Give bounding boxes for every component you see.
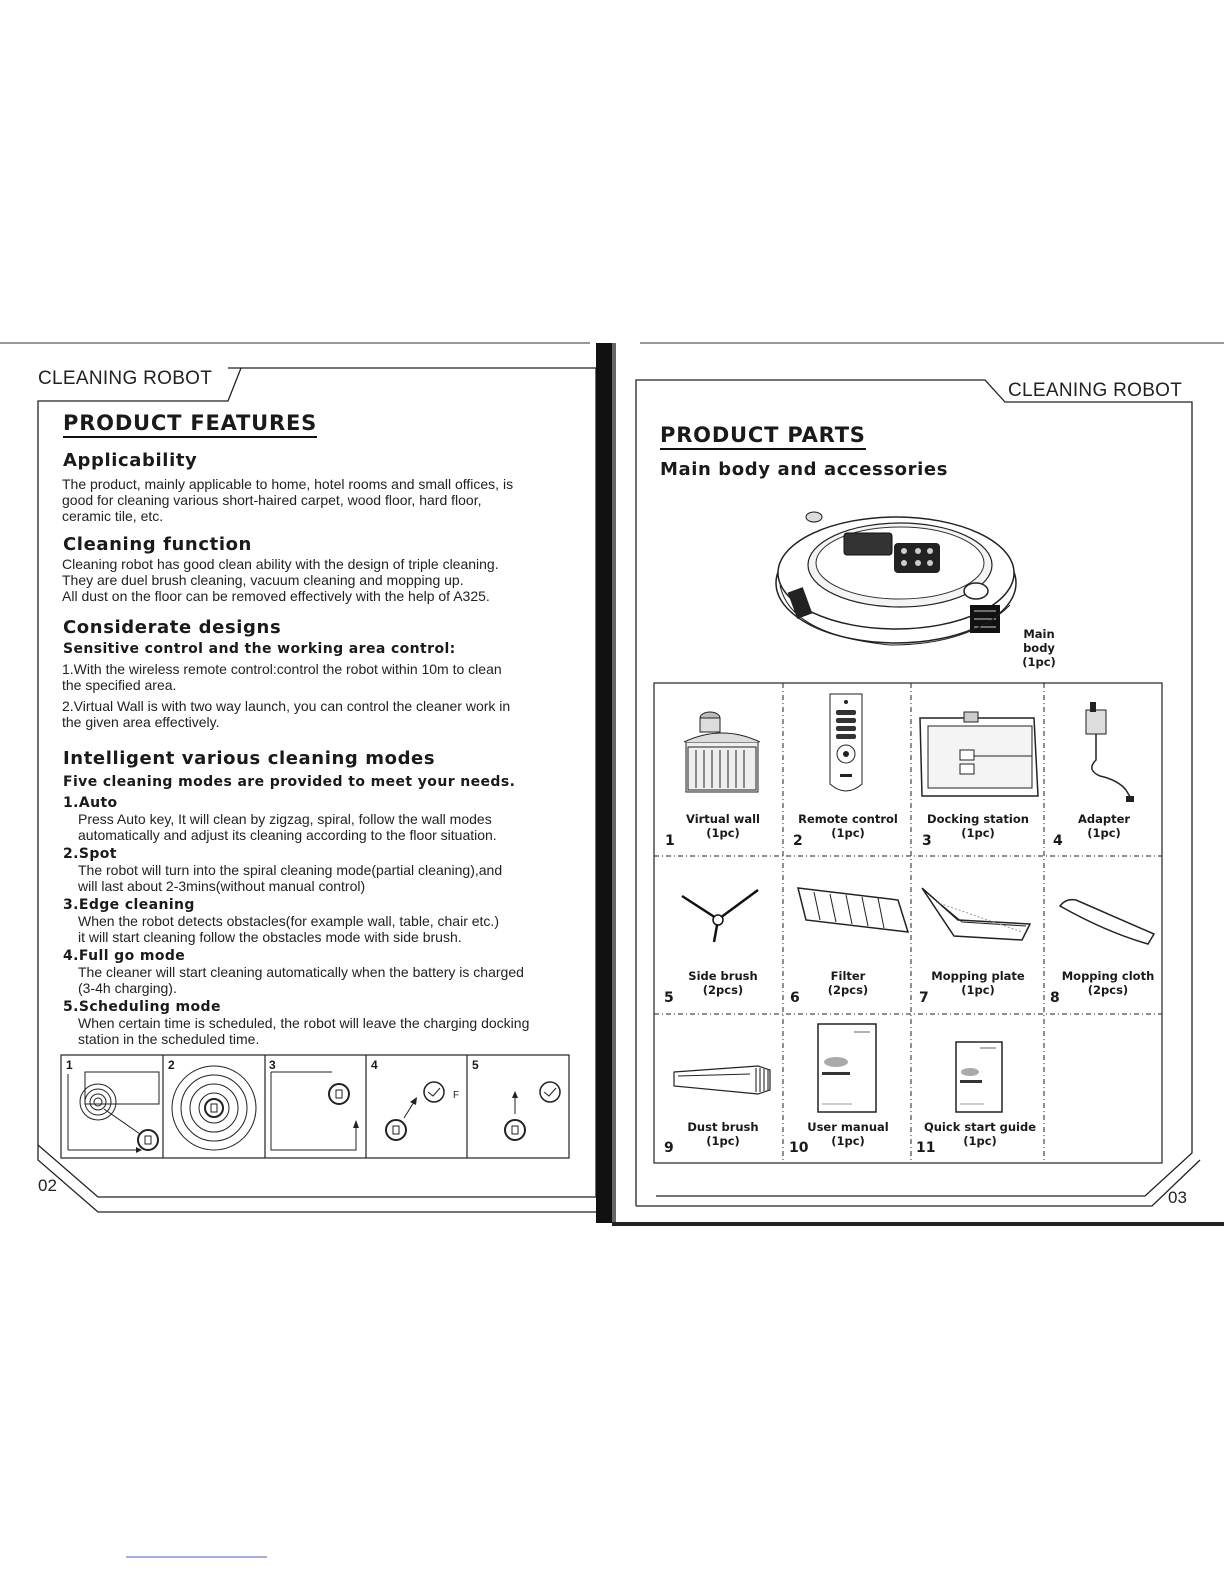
mode-item-spot: 2.Spot The robot will turn into the spiral cleaning mode(partial cleaning),and will last about 2-3mins(without manual control) [63,846,503,894]
applicability-heading: Applicability [63,450,198,471]
part-label-filter: Filter (2pcs) [827,969,869,997]
quick-start-guide-icon [952,1038,1006,1114]
mode-item-full-go: 4.Full go mode The cleaner will start cleaning automatically when the battery is charged (3-4h charging). [63,948,524,996]
mopping-cloth-icon [1056,896,1158,948]
scheduling-mode-diagram-icon [505,1082,560,1140]
part-number-1: 1 [665,833,675,849]
left-page-number: 02 [38,1176,57,1195]
part-label-virtual-wall: Virtual wall (1pc) [686,812,760,840]
part-number-10: 10 [789,1140,809,1156]
considerate-item-2: 2.Virtual Wall is with two way launch, you can control the cleaner work in the given area effectively. [62,698,511,730]
part-label-docking-station: Docking station (1pc) [927,812,1029,840]
user-manual-icon [814,1020,880,1116]
docking-station-icon [914,708,1044,804]
part-label-user-manual: User manual (1pc) [807,1120,889,1148]
part-number-3: 3 [922,833,932,849]
part-number-7: 7 [919,990,929,1006]
full-go-mode-diagram-icon [386,1082,444,1140]
considerate-designs-heading: Considerate designs [63,617,282,638]
part-number-2: 2 [793,833,803,849]
mode-item-edge-cleaning: 3.Edge cleaning When the robot detects obstacles(for example wall, table, chair etc.) it will start cleaning follow the obstacles mode with side brush. [63,897,499,945]
remote-control-icon [822,690,870,800]
virtual-wall-icon [676,702,772,802]
cleaning-function-heading: Cleaning function [63,534,252,555]
right-page-number: 03 [1168,1188,1187,1207]
diagram-number-1: 1 [66,1058,73,1072]
robot-main-body-icon [770,505,1022,655]
diagram-number-5: 5 [472,1058,479,1072]
mode-item-auto: 1.Auto Press Auto key, It will clean by zigzag, spiral, follow the wall modes automatically and adjust its cleaning according to the floor situation. [63,795,497,843]
part-label-quick-start-guide: Quick start guide (1pc) [923,1120,1037,1148]
part-number-9: 9 [664,1140,674,1156]
adapter-icon [1078,700,1138,806]
applicability-text: The product, mainly applicable to home, hotel rooms and small offices, is good for cleaning various short-haired carpet, wood floor, hard floor, ceramic tile, etc. [62,476,514,524]
product-features-title: PRODUCT FEATURES [63,411,317,438]
filter-icon [794,880,914,938]
mopping-plate-icon [918,884,1038,946]
full-go-f-label: F [453,1090,460,1101]
part-label-side-brush: Side brush (2pcs) [688,969,758,997]
intelligent-modes-heading: Intelligent various cleaning modes [63,748,436,769]
mode-list [63,795,583,1047]
part-number-6: 6 [790,990,800,1006]
diagram-number-2: 2 [168,1058,175,1072]
product-parts-title: PRODUCT PARTS [660,423,866,450]
part-label-dust-brush: Dust brush (1pc) [687,1120,759,1148]
diagram-number-3: 3 [269,1058,276,1072]
main-body-label: Main body (1pc) [1022,627,1056,669]
cleaning-function-text: Cleaning robot has good clean ability with the design of triple cleaning. They are duel brush cleaning, vacuum cleaning and mopping up. All dust on the floor can be removed effectively with the help of A325. [62,556,499,604]
dust-brush-icon [670,1060,782,1100]
part-number-8: 8 [1050,990,1060,1006]
part-number-11: 11 [916,1140,936,1156]
mode-item-scheduling: 5.Scheduling mode When certain time is scheduled, the robot will leave the charging docking station in the scheduled time. [63,999,530,1047]
part-number-4: 4 [1053,833,1063,849]
five-modes-subheading: Five cleaning modes are provided to meet your needs. [63,774,516,790]
spot-mode-diagram-icon [172,1066,256,1150]
right-page-header: CLEANING ROBOT [1008,380,1183,401]
sensitive-control-subheading: Sensitive control and the working area control: [63,641,456,657]
diagram-number-4: 4 [371,1058,378,1072]
considerate-item-1: 1.With the wireless remote control:control the robot within 10m to clean the specified area. [62,661,502,693]
auto-mode-diagram-icon [68,1072,159,1153]
side-brush-icon [678,886,762,946]
part-label-adapter: Adapter (1pc) [1077,812,1131,840]
part-label-mopping-cloth: Mopping cloth (2pcs) [1061,969,1155,997]
main-body-subtitle: Main body and accessories [660,459,949,480]
left-page-header: CLEANING ROBOT [38,368,213,389]
part-label-mopping-plate: Mopping plate (1pc) [931,969,1025,997]
part-label-remote-control: Remote control (1pc) [798,812,898,840]
mode-diagrams [60,1054,572,1160]
part-number-5: 5 [664,990,674,1006]
edge-mode-diagram-icon [271,1072,359,1150]
